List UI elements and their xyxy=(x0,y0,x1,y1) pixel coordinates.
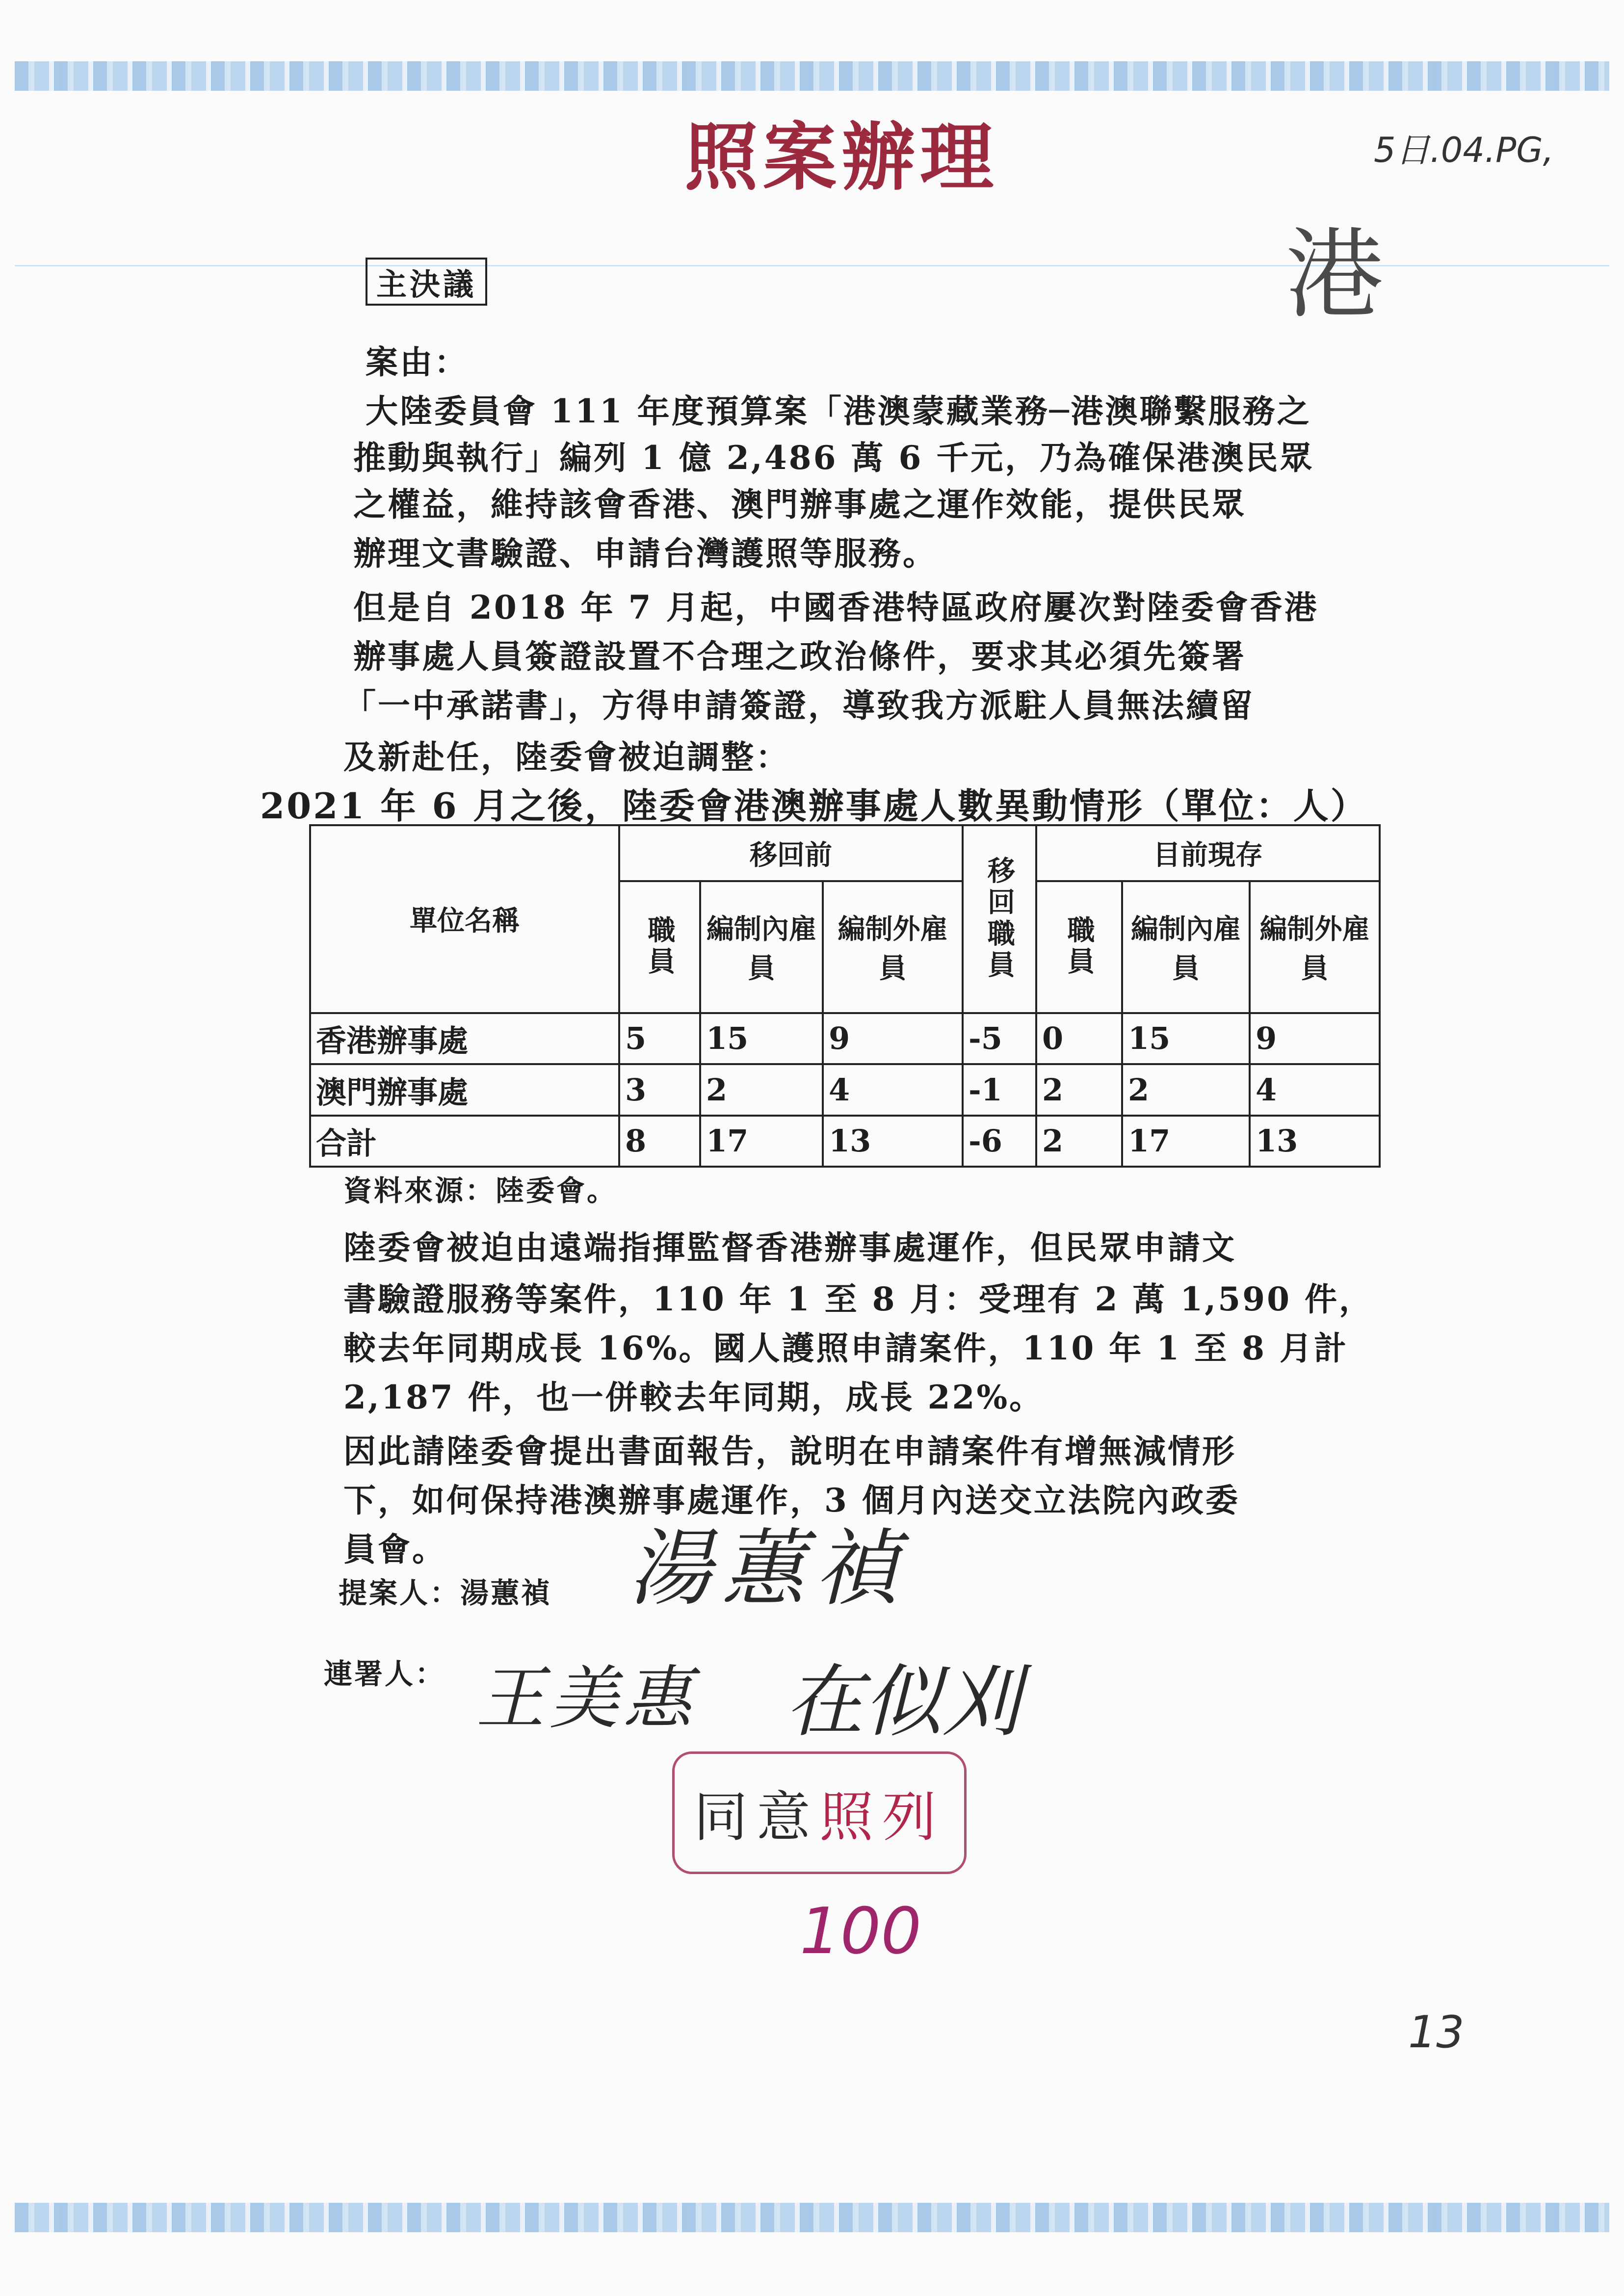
table-cell: 5 xyxy=(619,1013,700,1064)
date-handwriting: 5日.04.PG, xyxy=(1374,130,1554,170)
row-name: 香港辦事處 xyxy=(310,1013,619,1064)
paragraph-line: 辦事處人員簽證設置不合理之政治條件，要求其必須先簽署 xyxy=(353,637,1246,676)
paragraph-line: 2,187 件，也一併較去年同期，成長 22%。 xyxy=(343,1378,1044,1416)
cosigner-label: 連署人： xyxy=(324,1657,446,1691)
paragraph-line: 「一中承諾書」，方得申請簽證，導致我方派駐人員無法續留 xyxy=(343,686,1255,725)
table-row xyxy=(310,1064,1380,1115)
heading-main-resolution: 主決議 xyxy=(366,258,487,306)
paragraph-line: 及新赴任，陸委會被迫調整： xyxy=(343,738,790,776)
table-cell: 2 xyxy=(1122,1064,1250,1115)
table-cell: 15 xyxy=(1122,1013,1250,1064)
table-cell: 17 xyxy=(700,1116,823,1167)
paragraph-line: 下，如何保持港澳辦事處運作，3 個月內送交立法院內政委 xyxy=(343,1481,1240,1519)
table-cell: 2 xyxy=(1036,1064,1122,1115)
staff-change-table xyxy=(309,824,1381,1168)
proposer-label: 提案人：湯蕙禎 xyxy=(339,1576,552,1610)
table-cell: 15 xyxy=(700,1013,823,1064)
sub-in-employees: 編制內雇員 xyxy=(700,881,823,1013)
group-moved-staff: 移回職員 xyxy=(963,825,1036,1013)
table-cell: -1 xyxy=(963,1064,1036,1115)
table-cell: 4 xyxy=(823,1064,963,1115)
table-cell: 9 xyxy=(1250,1013,1380,1064)
paragraph-line: 陸委會被迫由遠端指揮監督香港辦事處運作，但民眾申請文 xyxy=(343,1228,1236,1267)
table-cell: 4 xyxy=(1250,1064,1380,1115)
sub-out-employees: 編制外雇員 xyxy=(823,881,963,1013)
group-before-move: 移回前 xyxy=(619,825,963,881)
table-row xyxy=(310,1013,1380,1064)
table-cell: 2 xyxy=(1036,1116,1122,1167)
table-cell: 9 xyxy=(823,1013,963,1064)
table-row xyxy=(310,1116,1380,1167)
table-source: 資料來源：陸委會。 xyxy=(343,1174,618,1207)
approval-stamp xyxy=(672,1751,967,1874)
paragraph-line: 員會。 xyxy=(343,1530,446,1568)
row-name: 澳門辦事處 xyxy=(310,1064,619,1115)
paragraph-line: 因此請陸委會提出書面報告，說明在申請案件有增無減情形 xyxy=(343,1432,1236,1470)
table-cell: 17 xyxy=(1122,1116,1250,1167)
table-cell: 13 xyxy=(1250,1116,1380,1167)
sub-in-employees: 編制內雇員 xyxy=(1122,881,1250,1013)
col-unit-name: 單位名稱 xyxy=(310,825,619,1013)
scan-edge-top xyxy=(15,61,1609,91)
paragraph-line: 大陸委員會 111 年度預算案「港澳蒙藏業務─港澳聯繫服務之 xyxy=(366,392,1311,430)
table-cell: 0 xyxy=(1036,1013,1122,1064)
page-number: 13 xyxy=(1408,2007,1465,2058)
score-handwriting: 100 xyxy=(800,1894,922,1968)
table-title: 2021 年 6 月之後，陸委會港澳辦事處人數異動情形（單位：人） xyxy=(260,785,1368,827)
table-cell: 13 xyxy=(823,1116,963,1167)
sub-staff: 職員 xyxy=(1036,881,1122,1013)
hk-handwriting: 港 xyxy=(1285,218,1384,332)
table-cell: 2 xyxy=(700,1064,823,1115)
reason-label: 案由： xyxy=(366,343,469,381)
row-name: 合計 xyxy=(310,1116,619,1167)
paragraph-line: 推動與執行」編列 1 億 2,486 萬 6 千元，乃為確保港澳民眾 xyxy=(353,439,1314,477)
table-cell: -6 xyxy=(963,1116,1036,1167)
group-current: 目前現存 xyxy=(1036,825,1380,881)
cosigner-signature-1: 王美惠 xyxy=(476,1659,697,1739)
paragraph-line: 較去年同期成長 16%。國人護照申請案件，110 年 1 至 8 月計 xyxy=(343,1329,1349,1367)
stamp-text: 同意 xyxy=(694,1786,819,1849)
table-cell: -5 xyxy=(963,1013,1036,1064)
paragraph-line: 辦理文書驗證、申請台灣護照等服務。 xyxy=(353,534,937,573)
paragraph-line: 書驗證服務等案件，110 年 1 至 8 月：受理有 2 萬 1,590 件， xyxy=(343,1280,1374,1318)
paragraph-line: 但是自 2018 年 7 月起，中國香港特區政府屢次對陸委會香港 xyxy=(353,588,1319,626)
proposer-signature: 湯蕙禎 xyxy=(628,1520,908,1618)
stamp-text-red: 照列 xyxy=(819,1786,945,1849)
sub-out-employees: 編制外雇員 xyxy=(1250,881,1380,1013)
scan-edge-bottom xyxy=(15,2203,1609,2232)
table-cell: 3 xyxy=(619,1064,700,1115)
cosigner-signature-2: 在似刈 xyxy=(785,1656,1021,1748)
approve-handwriting: 照案辦理 xyxy=(684,115,999,201)
paragraph-line: 之權益，維持該會香港、澳門辦事處之運作效能，提供民眾 xyxy=(353,485,1246,523)
table-cell: 8 xyxy=(619,1116,700,1167)
sub-staff: 職員 xyxy=(619,881,700,1013)
